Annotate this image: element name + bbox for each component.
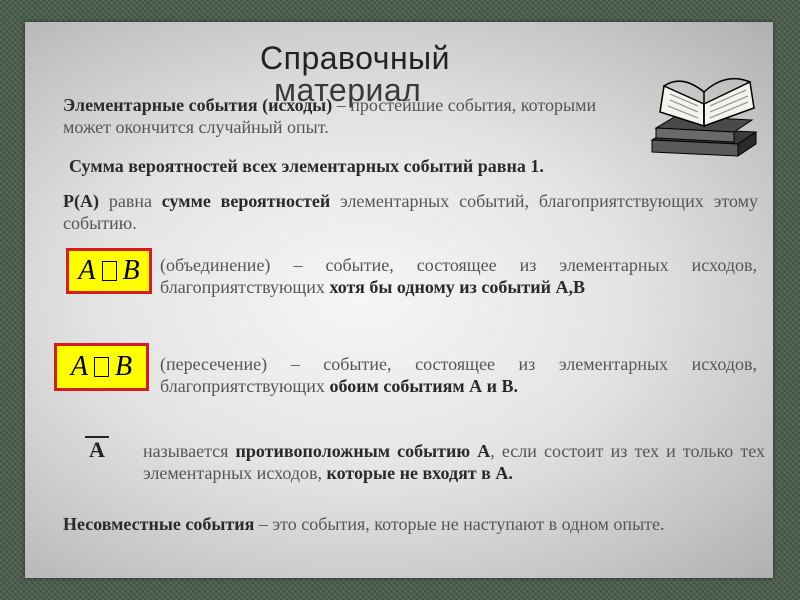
intersection-formula-box: A B — [54, 343, 149, 391]
intersection-description: (пересечение) – событие, состоящее из элементарных исходов, благоприятствующих обоим событиям А и В. — [160, 354, 757, 396]
opposite-event-description: называется противоположным событию А, если состоит из тех и только тех элементарных исходов, которые не входят в А. — [143, 441, 766, 483]
intersection-symbol-icon — [94, 357, 109, 377]
title-line-2: материал — [274, 72, 422, 108]
title-line-1: Справочный — [260, 40, 450, 76]
incompatible-events-paragraph: Несовместные события – это события, которые не наступают в одном опыте. — [63, 514, 665, 534]
union-symbol-icon — [102, 261, 117, 281]
complement-symbol: A — [85, 436, 109, 462]
open-book-icon — [642, 52, 762, 170]
union-description: (объединение) – событие, состоящее из элементарных исходов, благоприятствующих хотя бы одному из событий А,В — [160, 255, 757, 297]
union-formula-box: A B — [66, 248, 152, 294]
slide — [25, 22, 773, 578]
page-title — [260, 40, 560, 108]
sum-probabilities-statement: Сумма вероятностей всех элементарных событий равна 1. — [69, 156, 544, 176]
elementary-events-paragraph: Элементарные события (исходы) – простейшие события, которыми может окончится случайный опыт. — [63, 95, 597, 137]
probability-definition-paragraph: Р(А) равна сумме вероятностей элементарных событий, благоприятствующих этому событию. — [63, 191, 758, 233]
